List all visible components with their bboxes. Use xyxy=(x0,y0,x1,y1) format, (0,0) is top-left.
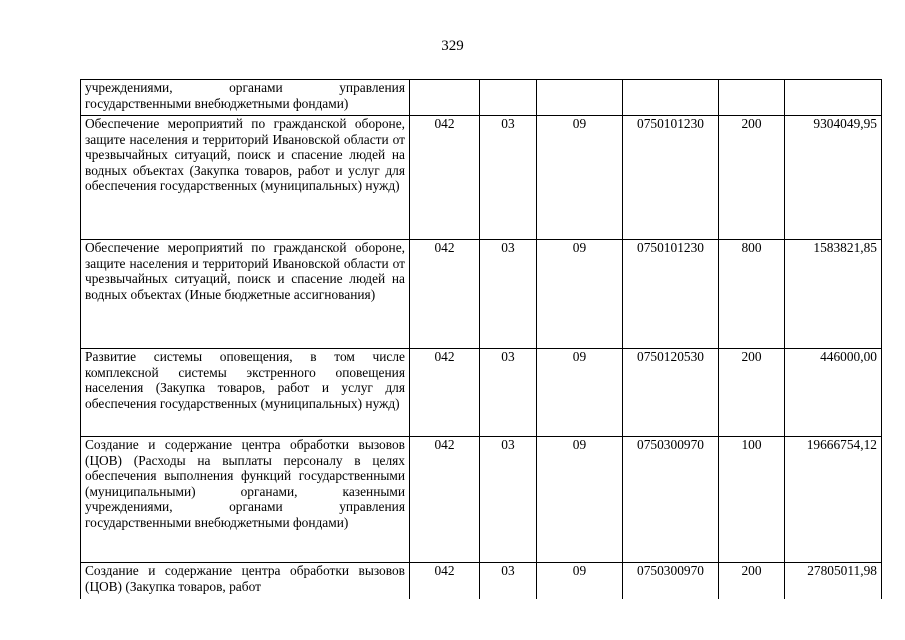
section-code: 03 xyxy=(480,240,537,349)
section-code: 03 xyxy=(480,563,537,599)
table-row xyxy=(81,563,882,599)
section-code: 03 xyxy=(480,349,537,437)
budget-table xyxy=(80,79,882,599)
expense-type-code: 200 xyxy=(719,116,785,240)
row-description: учреждениями, органами управления государственными внебюджетными фондами) xyxy=(81,80,410,116)
table-row xyxy=(81,437,882,563)
expense-type-code: 200 xyxy=(719,349,785,437)
target-article-code: 0750120530 xyxy=(623,349,719,437)
subsection-code xyxy=(537,80,623,116)
table-row xyxy=(81,116,882,240)
row-description: Обеспечение мероприятий по гражданской обороне, защите населения и территорий Ивановской области от чрезвычайных ситуаций, поиск и спасение людей на водных объектах (Иные бюджетные ассигнования) xyxy=(81,240,410,349)
table-row xyxy=(81,80,882,116)
subsection-code: 09 xyxy=(537,437,623,563)
row-description: Создание и содержание центра обработки вызовов (ЦОВ) (Закупка товаров, работ xyxy=(81,563,410,599)
page-number: 329 xyxy=(441,38,464,54)
subsection-code: 09 xyxy=(537,349,623,437)
section-code: 03 xyxy=(480,437,537,563)
expense-type-code: 100 xyxy=(719,437,785,563)
target-article-code: 0750101230 xyxy=(623,116,719,240)
section-code xyxy=(480,80,537,116)
amount-value: 1583821,85 xyxy=(785,240,882,349)
target-article-code xyxy=(623,80,719,116)
ministry-code: 042 xyxy=(410,116,480,240)
row-description: Обеспечение мероприятий по гражданской обороне, защите населения и территорий Ивановской области от чрезвычайных ситуаций, поиск и спасение людей на водных объектах (Закупка товаров, работ и услуг для обеспечения государственных (муниципальных) нужд) xyxy=(81,116,410,240)
subsection-code: 09 xyxy=(537,563,623,599)
ministry-code: 042 xyxy=(410,563,480,599)
expense-type-code: 800 xyxy=(719,240,785,349)
amount-value: 9304049,95 xyxy=(785,116,882,240)
table-row xyxy=(81,349,882,437)
amount-value xyxy=(785,80,882,116)
subsection-code: 09 xyxy=(537,240,623,349)
ministry-code: 042 xyxy=(410,437,480,563)
subsection-code: 09 xyxy=(537,116,623,240)
row-description: Развитие системы оповещения, в том числе комплексной системы экстренного оповещения населения (Закупка товаров, работ и услуг для обеспечения государственных (муниципальных) нужд) xyxy=(81,349,410,437)
amount-value: 446000,00 xyxy=(785,349,882,437)
target-article-code: 0750300970 xyxy=(623,563,719,599)
amount-value: 19666754,12 xyxy=(785,437,882,563)
target-article-code: 0750101230 xyxy=(623,240,719,349)
row-description: Создание и содержание центра обработки вызовов (ЦОВ) (Расходы на выплаты персоналу в целях обеспечения выполнения функций государственными (муниципальными) органами, казенными учреждениями, органами управления государственными внебюджетными фондами) xyxy=(81,437,410,563)
section-code: 03 xyxy=(480,116,537,240)
ministry-code: 042 xyxy=(410,240,480,349)
table-row xyxy=(81,240,882,349)
target-article-code: 0750300970 xyxy=(623,437,719,563)
expense-type-code xyxy=(719,80,785,116)
expense-type-code: 200 xyxy=(719,563,785,599)
ministry-code: 042 xyxy=(410,349,480,437)
ministry-code xyxy=(410,80,480,116)
amount-value: 27805011,98 xyxy=(785,563,882,599)
